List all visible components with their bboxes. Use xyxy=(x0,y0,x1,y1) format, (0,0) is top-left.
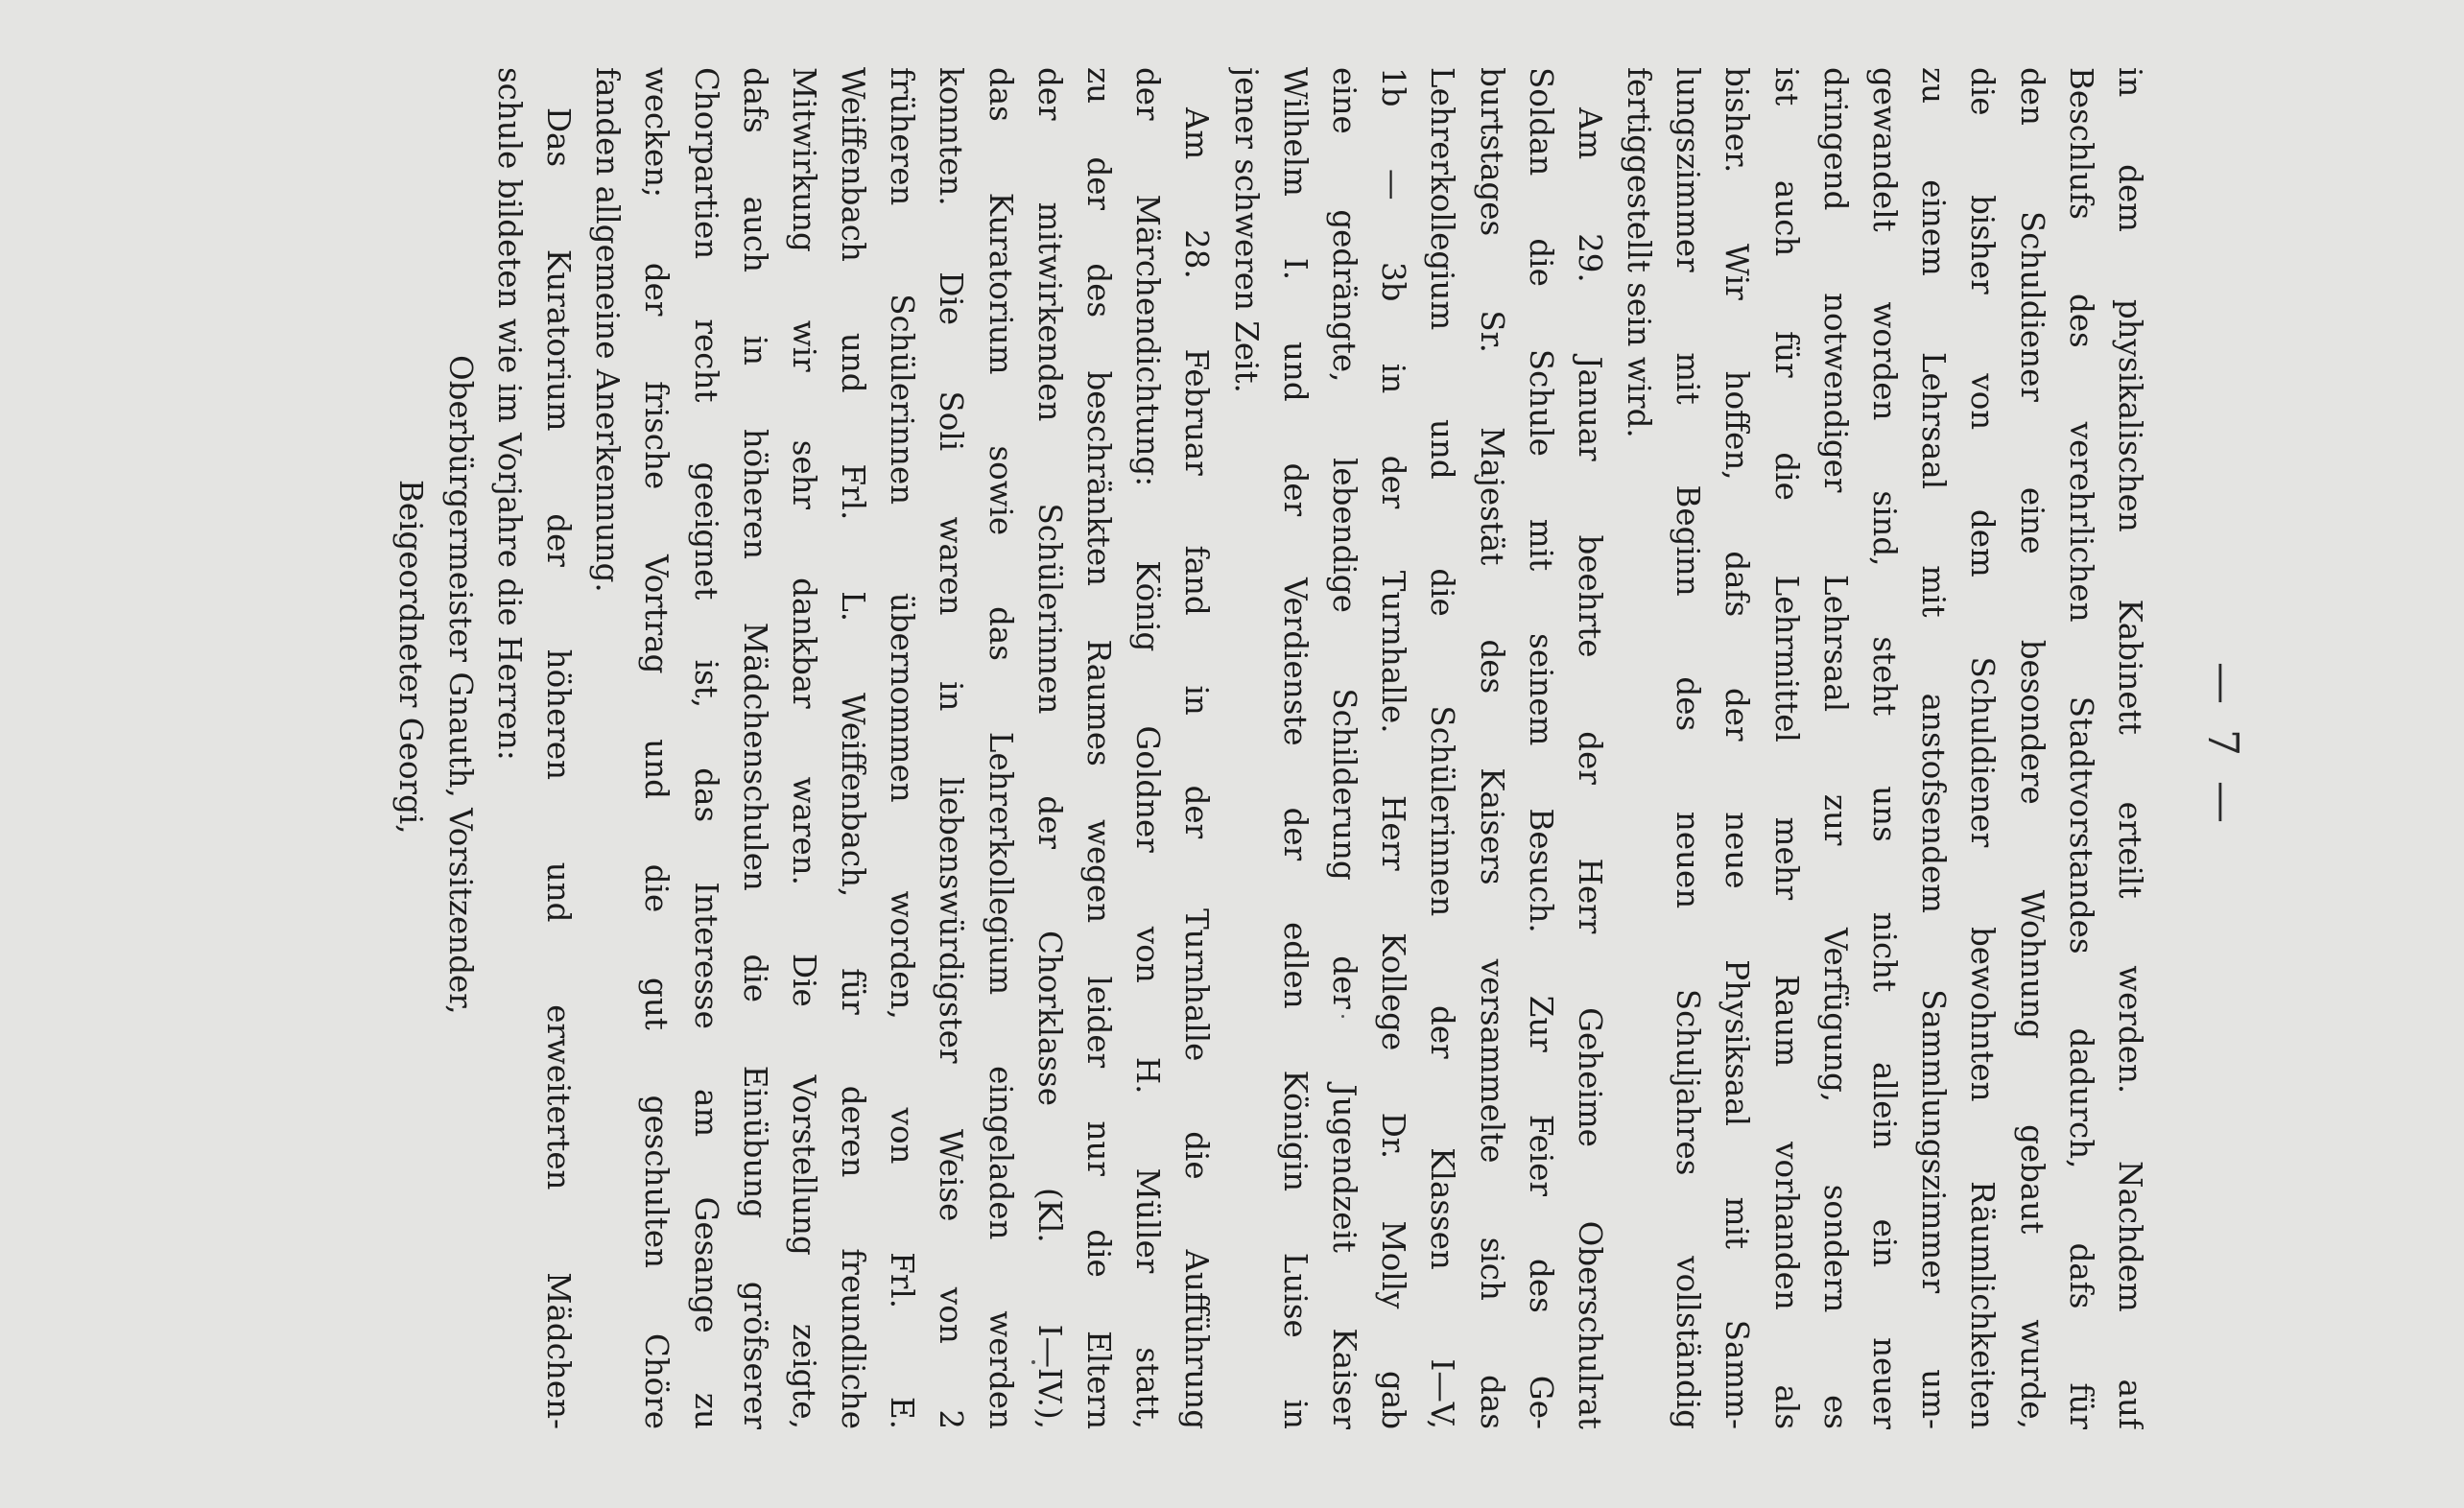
text-line: schule bildeten wie im Vorjahre die Herren: xyxy=(490,67,528,761)
text-line: in dem physikalischen Kabinett erteilt werden. Nachdem auf xyxy=(2112,67,2148,1429)
member-entry: Oberbürgermeister Gnauth, Vorsitzender, xyxy=(441,355,479,1015)
text-line: gewandelt worden sind, steht uns nicht allein ein neuer xyxy=(1866,67,1904,1429)
text-line: Lehrerkollegium und die Schülerinnen der Klassen I—V, xyxy=(1424,67,1461,1429)
member-entry: Beigeordneter Georgi, xyxy=(392,480,430,835)
text-line: das Kuratorium sowie das Lehrerkollegium eingeladen werden xyxy=(982,67,1019,1429)
text-line: der Märchendichtung: König Goldner von H. Müller statt, xyxy=(1129,67,1167,1429)
text-line: Beschlufs des verehrlichen Stadtvorstandes dadurch, dafs für xyxy=(2062,67,2099,1429)
text-line: Weiffenbach und Frl. L. Weiffenbach, für deren freundliche xyxy=(835,67,872,1429)
text-line: zu der des beschränkten Raumes wegen leider nur die Eltern xyxy=(1080,67,1118,1429)
text-line: fanden allgemeine Anerkennung. xyxy=(589,67,627,593)
text-line: dringend notwendiger Lehrsaal zur Verfügung, sondern es xyxy=(1816,67,1854,1429)
text-line: dafs auch in höheren Mädchenschulen die Einübung gröfserer xyxy=(736,67,773,1429)
text-line: zu einem Lehrsaal mit anstofsendem Sammlungszimmer um- xyxy=(1915,67,1953,1429)
page-number: — 7 — xyxy=(2198,662,2247,829)
text-line: früheren Schülerinnen übernommen worden, von Frl. E. xyxy=(884,67,921,1429)
text-line: wecken; der frische Vortrag und die gut geschulten Chöre xyxy=(638,67,675,1429)
text-line: der mitwirkenden Schülerinnen der Chorklasse (Kl. I—IV.), xyxy=(1031,67,1068,1429)
text-line: Wilhelm I. und der Verdienste der edlen Königin Luise in xyxy=(1276,67,1314,1429)
text-line: Chorpartien recht geeignet ist, das Interesse am Gesange zu xyxy=(687,67,724,1429)
text-line: konnten. Die Soli waren in liebenswürdigster Weise von 2 xyxy=(933,67,970,1429)
text-line: lungszimmer mit Beginn des neuen Schuljahres vollständig xyxy=(1670,67,1707,1429)
text-line: die bisher von dem Schuldiener bewohnten Räumlichkeiten xyxy=(1964,67,2002,1429)
text-line: Soldan die Schule mit seinem Besuch. Zur Feier des Ge- xyxy=(1522,67,1559,1429)
text-line: ist auch für die Lehrmittel mehr Raum vorhanden als xyxy=(1767,67,1805,1429)
text-line: bisher. Wir hoffen, dafs der neue Physiksaal mit Samm- xyxy=(1718,67,1756,1429)
body-text xyxy=(386,67,2154,1429)
text-line: den Schuldiener eine besondere Wohnung gebaut wurde, xyxy=(2013,67,2050,1429)
text-line: 1b — 3b in der Turnhalle. Herr Kollege Dr. Molly gab xyxy=(1375,67,1412,1429)
text-line: burtstages Sr. Majestät des Kaisers versammelte sich das xyxy=(1473,67,1510,1429)
text-line: fertiggestellt sein wird. xyxy=(1621,67,1658,438)
paragraph-start-line: Am 28. Februar fand in der Turnhalle die Aufführung xyxy=(1178,107,1216,1429)
text-line: Mitwirkung wir sehr dankbar waren. Die Vorstellung zeigte, xyxy=(785,67,822,1429)
text-line: eine gedrängte, lebendige Schilderung der Jugendzeit Kaiser xyxy=(1326,67,1362,1429)
text-line: jener schweren Zeit. xyxy=(1227,67,1265,393)
paragraph-start-line: Das Kuratorium der höheren und erweiterten Mädchen- xyxy=(540,107,577,1429)
paragraph-start-line: Am 29. Januar beehrte der Herr Geheime Oberschulrat xyxy=(1571,107,1608,1429)
